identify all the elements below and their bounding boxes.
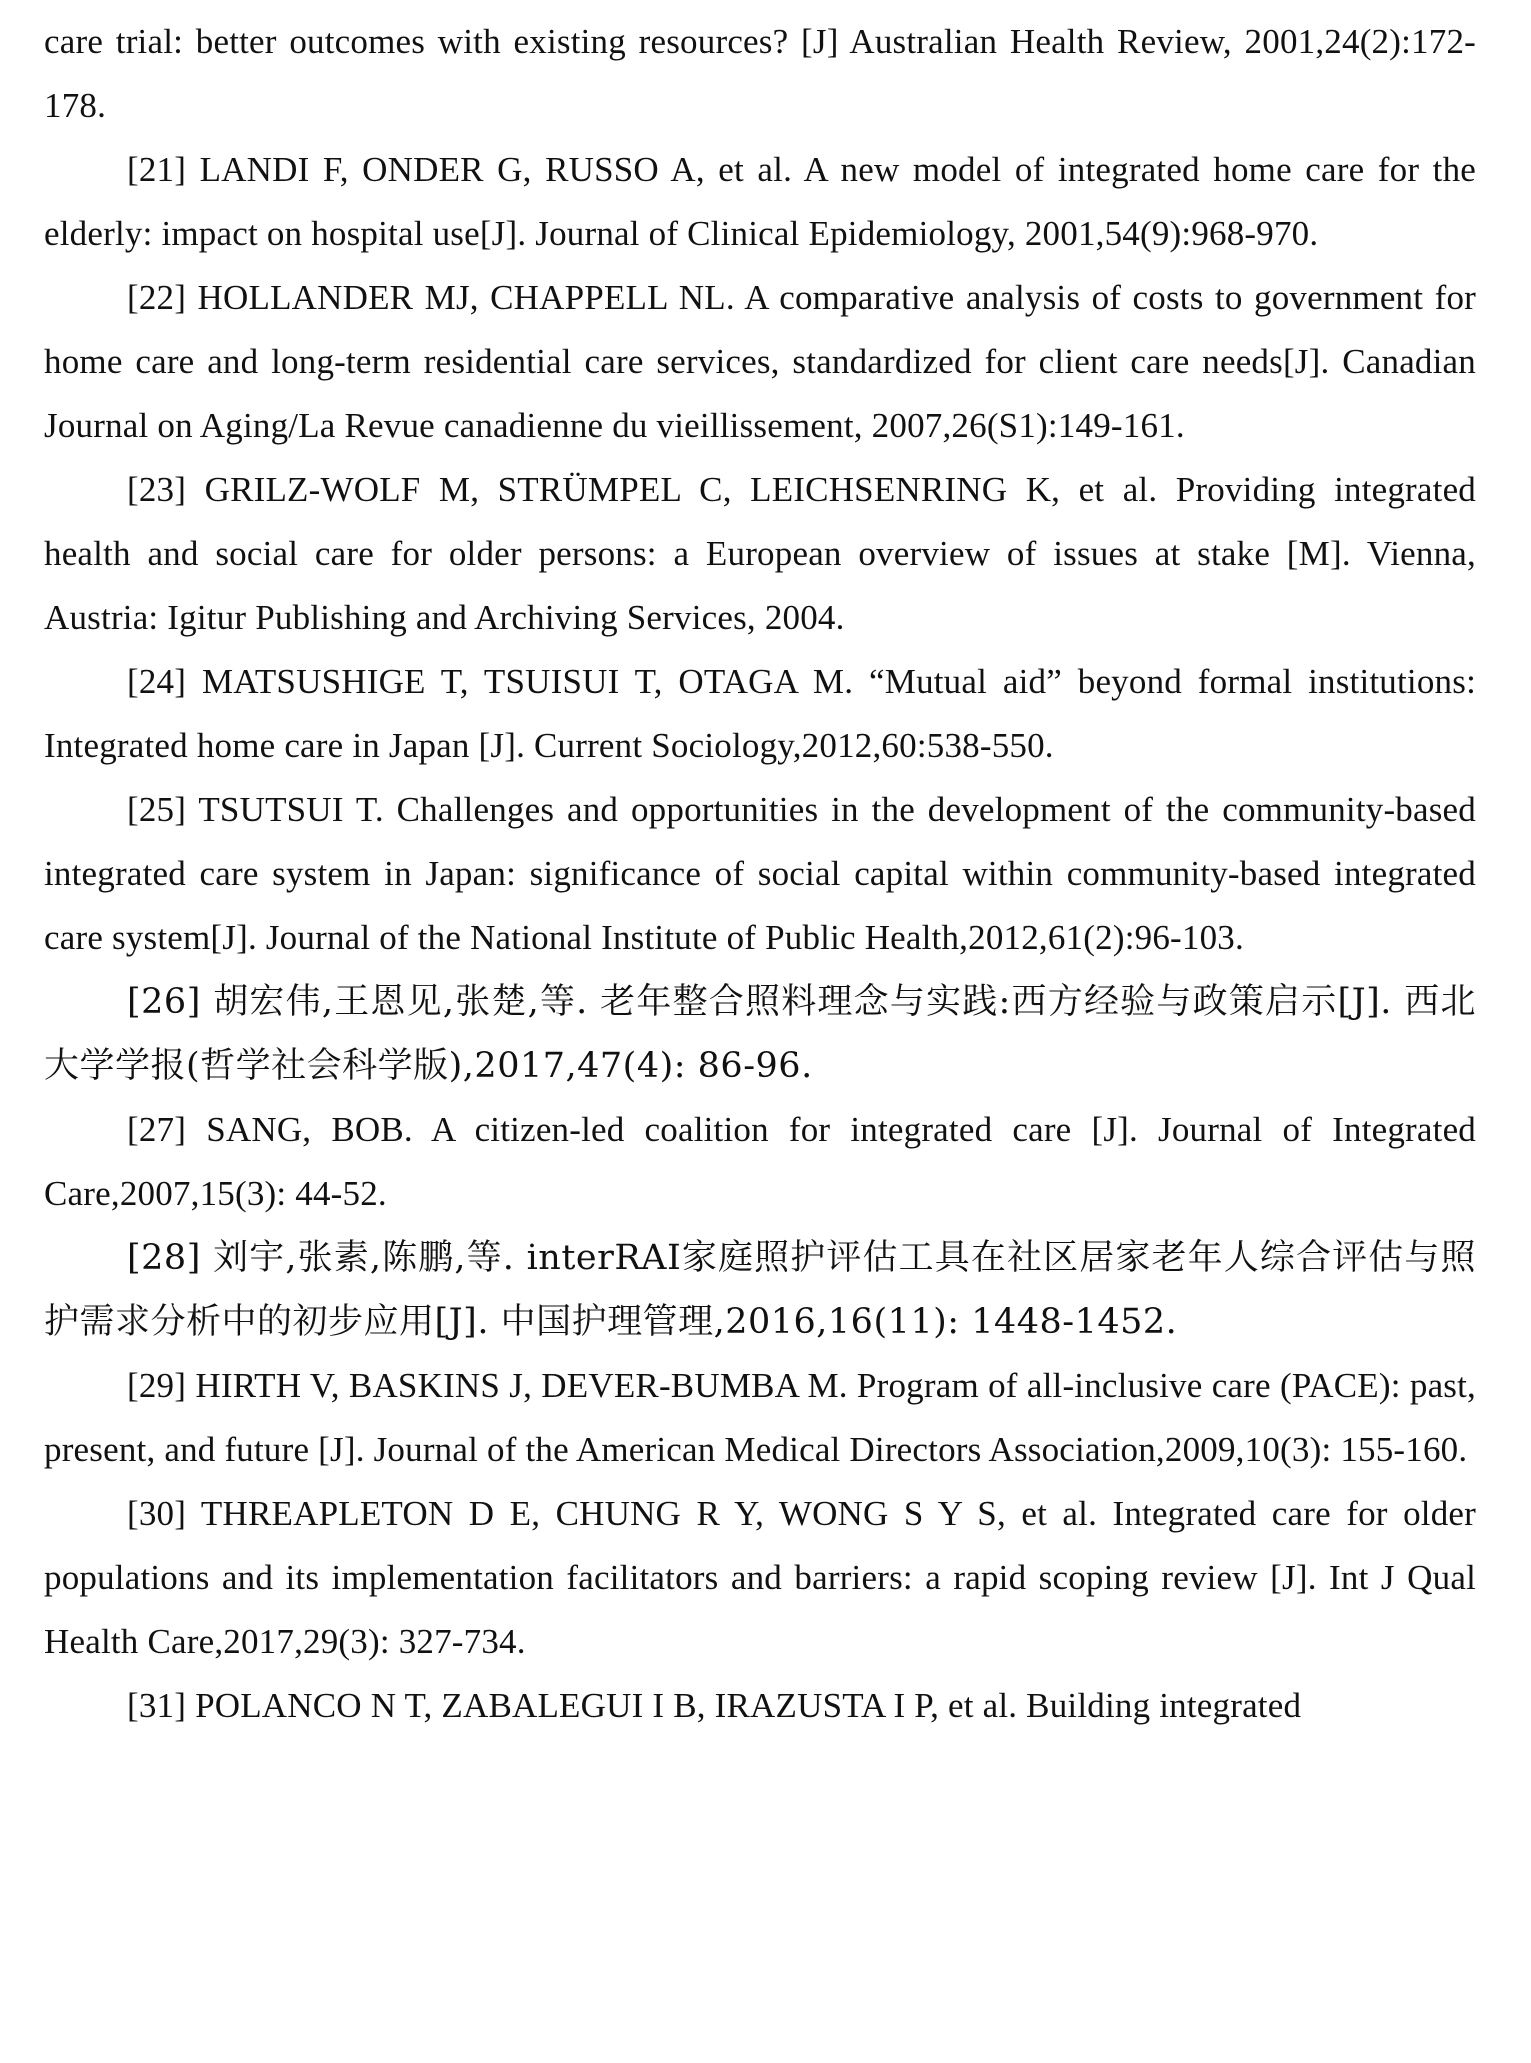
reference-number: [29] xyxy=(127,1366,187,1405)
reference-number: [26] xyxy=(127,982,201,1022)
reference-number: [30] xyxy=(127,1494,187,1533)
reference-text: MATSUSHIGE T, TSUISUI T, OTAGA M. “Mutual aid” beyond formal institutions: Integrated home care in Japan [J]. Current Sociology,2012,60:538-550. xyxy=(44,662,1476,765)
reference-item-25 xyxy=(44,778,1476,970)
reference-number: [31] xyxy=(127,1686,187,1725)
reference-number: [24] xyxy=(127,662,187,701)
reference-text: THREAPLETON D E, CHUNG R Y, WONG S Y S, et al. Integrated care for older populations and its implementation facilitators and barriers: a rapid scoping review [J]. Int J Qual Health Care,2017,29(3): 327-734. xyxy=(44,1494,1476,1661)
reference-number: [22] xyxy=(127,278,187,317)
reference-text: SANG, BOB. A citizen-led coalition for integrated care [J]. Journal of Integrated Care,2007,15(3): 44-52. xyxy=(44,1110,1477,1213)
reference-item-continuation xyxy=(44,10,1476,138)
reference-text: 刘宇,张素,陈鹏,等. interRAI家庭照护评估工具在社区居家老年人综合评估与照护需求分析中的初步应用[J]. 中国护理管理,2016,16(11): 1448-1452. xyxy=(44,1238,1476,1342)
reference-item-30 xyxy=(44,1482,1476,1674)
reference-list xyxy=(44,10,1476,1738)
reference-text: POLANCO N T, ZABALEGUI I B, IRAZUSTA I P, et al. Building integrated xyxy=(195,1686,1302,1725)
reference-text: 胡宏伟,王恩见,张楚,等. 老年整合照料理念与实践:西方经验与政策启示[J]. 西北大学学报(哲学社会科学版),2017,47(4): 86-96. xyxy=(44,982,1476,1086)
reference-text: care trial: better outcomes with existing resources? [J] Australian Health Review, 2001,24(2):172-178. xyxy=(44,22,1476,125)
reference-item-22 xyxy=(44,266,1476,458)
reference-number: [28] xyxy=(127,1238,201,1278)
reference-item-23 xyxy=(44,458,1476,650)
reference-number: [27] xyxy=(127,1110,187,1149)
reference-item-31 xyxy=(44,1674,1476,1738)
reference-item-28 xyxy=(44,1226,1476,1354)
reference-text: TSUTSUI T. Challenges and opportunities in the development of the community-based integrated care system in Japan: significance of social capital within community-based integrated care system[J]. Journal of the National Institute of Public Health,2012,61(2):96-103. xyxy=(44,790,1476,957)
reference-item-27 xyxy=(44,1098,1476,1226)
reference-number: [21] xyxy=(127,150,187,189)
reference-item-26 xyxy=(44,970,1476,1098)
reference-item-24 xyxy=(44,650,1476,778)
reference-text: HIRTH V, BASKINS J, DEVER-BUMBA M. Program of all-inclusive care (PACE): past, present, and future [J]. Journal of the American Medical Directors Association,2009,10(3): 155-160. xyxy=(44,1366,1477,1469)
reference-item-29 xyxy=(44,1354,1476,1482)
reference-text: LANDI F, ONDER G, RUSSO A, et al. A new model of integrated home care for the elderly: impact on hospital use[J]. Journal of Clinical Epidemiology, 2001,54(9):968-970. xyxy=(44,150,1477,253)
reference-number: [25] xyxy=(127,790,187,829)
reference-item-21 xyxy=(44,138,1476,266)
reference-text: GRILZ-WOLF M, STRÜMPEL C, LEICHSENRING K, et al. Providing integrated health and social care for older persons: a European overview of issues at stake [M]. Vienna, Austria: Igitur Publishing and Archiving Services, 2004. xyxy=(44,470,1477,637)
reference-text: HOLLANDER MJ, CHAPPELL NL. A comparative analysis of costs to government for home care and long-term residential care services, standardized for client care needs[J]. Canadian Journal on Aging/La Revue canadienne du vieillissement, 2007,26(S1):149-161. xyxy=(44,278,1476,445)
reference-number: [23] xyxy=(127,470,187,509)
